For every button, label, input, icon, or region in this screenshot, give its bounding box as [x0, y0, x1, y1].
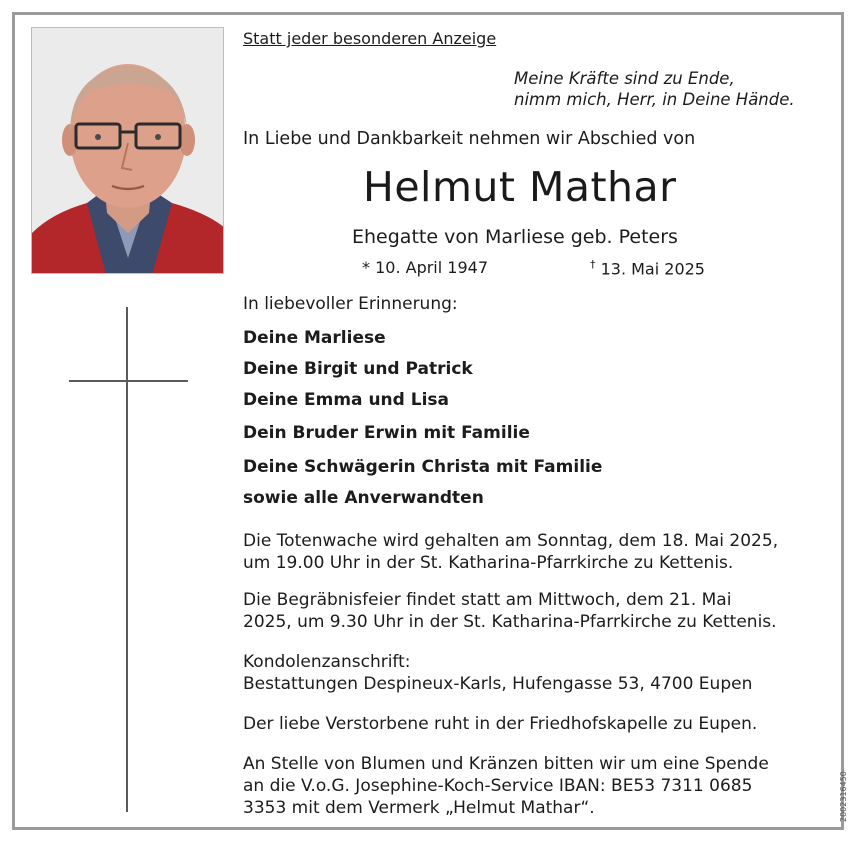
- farewell-intro: In Liebe und Dankbarkeit nehmen wir Abschied von: [243, 129, 696, 149]
- funeral-paragraph: [243, 589, 827, 633]
- condolence-line: Kondolenzanschrift:: [243, 652, 411, 672]
- notice-header: Statt jeder besonderen Anzeige: [243, 29, 497, 48]
- spouse-line: Ehegatte von Marliese geb. Peters: [352, 226, 678, 248]
- quote-line: nimm mich, Herr, in Deine Hände.: [514, 90, 795, 109]
- condolence-line: Bestattungen Despineux-Karls, Hufengasse 53, 4700 Eupen: [243, 674, 753, 694]
- quote: [514, 68, 795, 110]
- rest-line: Der liebe Verstorbene ruht in der Friedhofskapelle zu Eupen.: [243, 714, 758, 734]
- donation-paragraph: [243, 753, 827, 819]
- cross-vertical-bar: [126, 307, 128, 812]
- funeral-line: 2025, um 9.30 Uhr in der St. Katharina-Pfarrkirche zu Kettenis.: [243, 612, 777, 632]
- portrait-photo: [31, 27, 224, 274]
- death-date: [590, 258, 705, 278]
- memory-intro: In liebevoller Erinnerung:: [243, 294, 458, 314]
- mourner-line: Deine Marliese: [243, 328, 386, 348]
- funeral-line: Die Begräbnisfeier findet statt am Mittwoch, dem 21. Mai: [243, 590, 732, 610]
- mourner-line: Dein Bruder Erwin mit Familie: [243, 423, 530, 443]
- condolence-paragraph: [243, 651, 827, 695]
- birth-date: * 10. April 1947: [362, 258, 488, 277]
- cross-symbol: †: [590, 258, 596, 271]
- mourner-line: Deine Birgit und Patrick: [243, 359, 473, 379]
- serial-number: 2002316450: [839, 771, 848, 822]
- mourner-line: sowie alle Anverwandten: [243, 488, 484, 508]
- cross-horizontal-bar: [69, 380, 188, 382]
- donation-line: 3353 mit dem Vermerk „Helmut Mathar“.: [243, 798, 595, 818]
- donation-line: An Stelle von Blumen und Kränzen bitten wir um eine Spende: [243, 754, 769, 774]
- mourner-line: Deine Schwägerin Christa mit Familie: [243, 457, 603, 477]
- wake-line: um 19.00 Uhr in der St. Katharina-Pfarrkirche zu Kettenis.: [243, 553, 734, 573]
- wake-line: Die Totenwache wird gehalten am Sonntag, dem 18. Mai 2025,: [243, 531, 779, 551]
- rest-paragraph: [243, 713, 827, 735]
- death-date-text: 13. Mai 2025: [595, 259, 705, 279]
- donation-line: an die V.o.G. Josephine-Koch-Service IBAN: BE53 7311 0685: [243, 776, 753, 796]
- deceased-name: Helmut Mathar: [363, 163, 677, 211]
- mourner-line: Deine Emma und Lisa: [243, 390, 449, 410]
- quote-line: Meine Kräfte sind zu Ende,: [514, 69, 735, 88]
- wake-paragraph: [243, 530, 827, 574]
